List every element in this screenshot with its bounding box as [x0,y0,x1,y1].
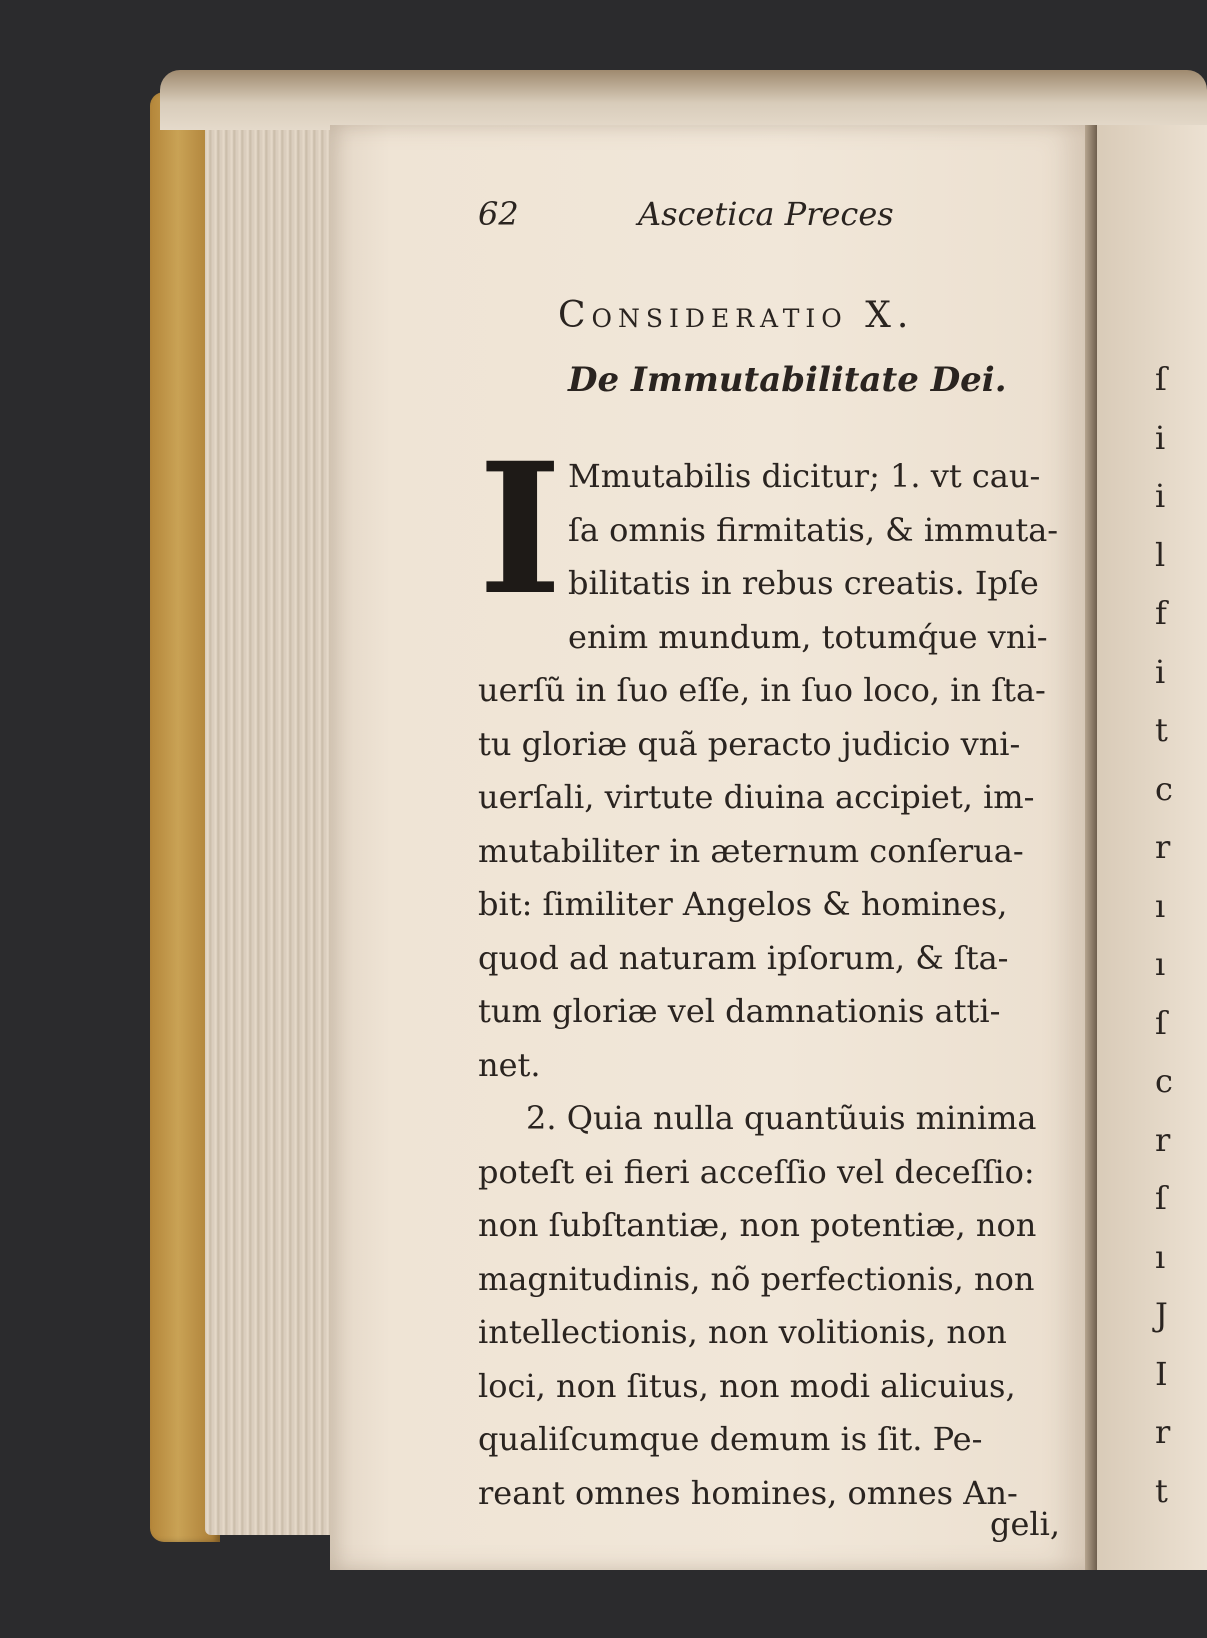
text-line: Mmutabilis dicitur; 1. vt cau- [568,457,1041,495]
text-line: reant omnes homines, omnes An- [478,1473,1018,1512]
facing-letter: c [1155,1062,1173,1100]
facing-letter: t [1155,711,1168,749]
facing-letter: t [1155,1471,1168,1510]
running-title: Ascetica Preces [638,195,894,233]
text-line: net. [478,1045,541,1084]
text-line: qualiſcumque demum is ſit. Pe- [478,1420,983,1458]
paragraph-1 [478,424,1108,1092]
facing-letter: I [1155,1354,1168,1393]
facing-letter: J [1155,1296,1168,1334]
facing-letter: ſ [1155,1179,1167,1217]
text-line: quod ad naturam ipſorum, & ſta- [478,938,1009,977]
facing-letter: i [1155,418,1166,457]
text-line: ſa omnis firmitatis, & immuta- [568,510,1059,549]
facing-letter: i [1155,477,1166,515]
text-line: bilitatis in rebus creatis. Ipſe [568,564,1039,602]
paragraph-2 [478,1092,1108,1520]
text-line: uerſali, virtute diuina accipiet, im- [478,778,1035,816]
facing-letter: ſ [1155,1003,1167,1042]
page-number: 62 [478,195,519,233]
facing-letter: ı [1155,945,1166,983]
book-top-edge [160,70,1207,130]
text-line: tu gloriæ quã peracto judicio vni- [478,724,1021,763]
facing-page-letters [1155,350,1195,1520]
text-line: tum gloriæ vel damnationis atti- [478,992,1001,1030]
chapter-heading: Consideratio X. [558,295,915,336]
text-line: uerſũ in ſuo eſſe, in ſuo loco, in ſta- [478,671,1046,709]
catchword: geli, [990,1505,1061,1543]
facing-letter: ſ [1155,360,1167,398]
text-line: magnitudinis, nõ perfectionis, non [478,1259,1035,1298]
text-line: loci, non ſitus, non modi alicuius, [478,1366,1016,1405]
facing-letter: r [1155,1120,1171,1159]
facing-letter: c [1155,769,1173,808]
text-line: intellectionis, non volitionis, non [478,1313,1007,1351]
facing-letter: f [1155,594,1167,632]
text-line: bit: ſimiliter Angelos & homines, [478,885,1008,923]
page-stack [205,115,345,1535]
facing-page-edge [1097,125,1207,1570]
facing-letter: r [1155,828,1171,866]
running-head [478,195,918,235]
text-line: 2. Quia nulla quantũuis minima [526,1099,1037,1137]
text-line: enim mundum, totumq́ue vni- [568,617,1048,656]
facing-letter: i [1155,652,1166,691]
facing-letter: ı [1155,1237,1166,1276]
body-text [478,424,1108,1520]
text-line: mutabiliter in æternum conſerua- [478,831,1024,870]
text-line: non ſubſtantiæ, non potentiæ, non [478,1206,1037,1244]
facing-letter: l [1155,535,1166,574]
chapter-subheading: De Immutabilitate Dei. [568,360,1007,400]
drop-cap: I [478,424,563,635]
facing-letter: r [1155,1413,1171,1451]
text-line: poteſt ei fieri acceſſio vel deceſſio: [478,1152,1035,1191]
facing-letter: ı [1155,886,1166,925]
